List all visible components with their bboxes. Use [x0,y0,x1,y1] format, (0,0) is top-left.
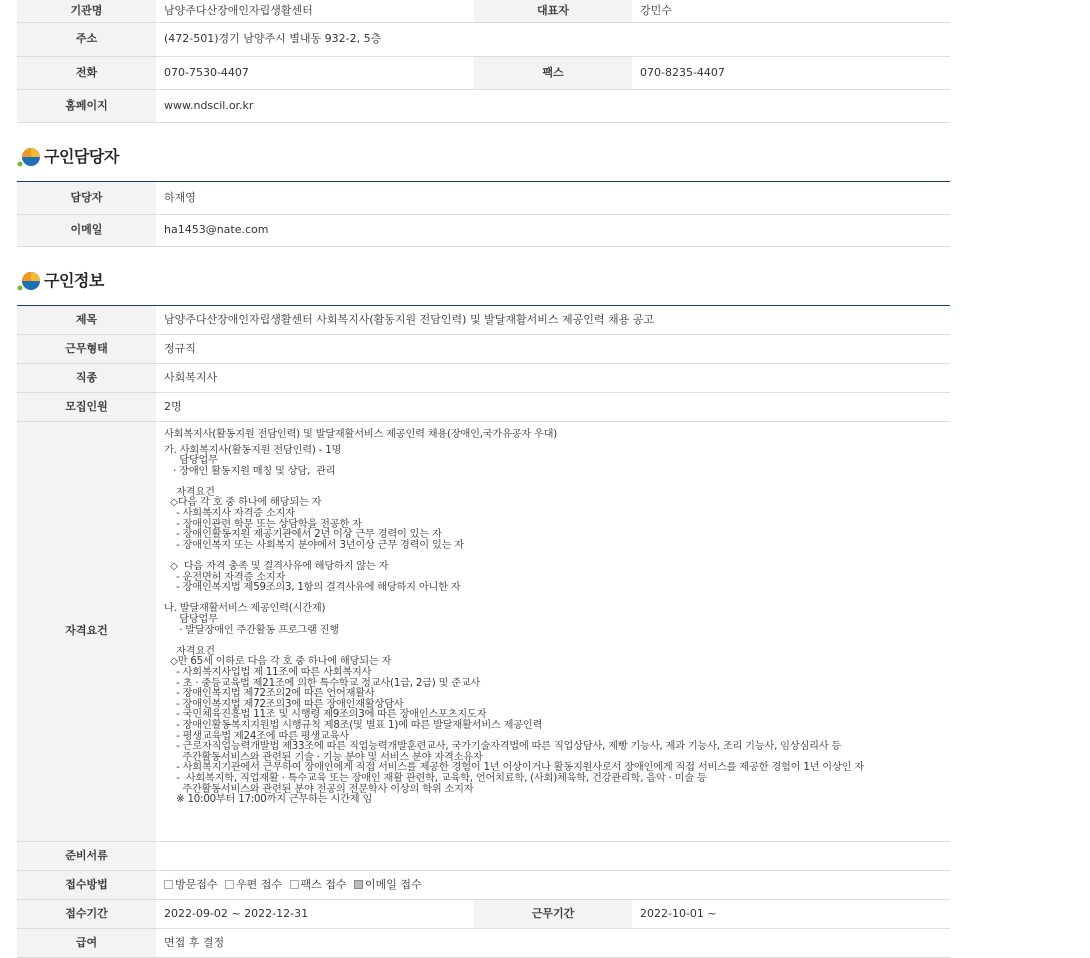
table-row [17,334,950,363]
apply-period: 2022-09-02 ~ 2022-12-31 [156,899,474,928]
table-row [17,899,950,928]
method-checkbox-group [156,870,950,899]
work-period: 2022-10-01 ~ [632,899,950,928]
rep-name: 강민수 [632,0,950,22]
job-detail-page [17,0,950,958]
table-row [17,841,950,870]
category-value: 사회복지사 [156,363,950,392]
recruit-count: 2명 [156,392,950,421]
org-name-label: 기관명 [17,0,156,22]
salary-label: 급여 [17,928,156,957]
job-title-label: 제목 [17,305,156,334]
table-row [17,870,950,899]
table-row [17,214,950,246]
email-value[interactable]: ha1453@nate.com [156,214,950,246]
table-row [17,363,950,392]
table-row [17,0,950,22]
table-row [17,392,950,421]
table-row [17,181,950,214]
job-section-title: 구인정보 [44,270,104,290]
org-name: 남양주다산장애인자립생활센터 [156,0,474,22]
table-row [17,305,950,334]
address-label: 주소 [17,22,156,56]
fax-label: 팩스 [474,56,632,89]
method-mail[interactable]: 우편 접수 [225,878,282,891]
apply-period-label: 접수기간 [17,899,156,928]
qualification-text [156,421,950,841]
qualification-body: 가. 사회복지사(활동지원 전담인력) - 1명 담당업무 · 장애인 활동지원 매칭 및 상담, 관리 자격요건 ◇다음 각 호 중 하나에 해당되는 자 - 사회복지사 자격증 소지자 - 장애인관련 학문 또는 상담학을 전공한 자 - 장애인활동지원 제공기관에서 2년 이상 근무 경력이 있는 자 - 장애인복지 또는 사회복지 분야에서 3년이상 근무 경력이 있는 자 ◇ 다음 자격 충족 및 결격사유에 해당하지 않는 자 - 운전면허 자격증 소지자 - 장애인복지법 제59조의3, 1항의 결격사유에 해당하지 아니한 자 나. 발달재활서비스 제공인력(시간제) 담당업무 · 발달장애인 주간활동 프로그램 진행 자격요건 ◇만 65세 이하로 다음 각 호 중 하나에 해당되는 자 - 사회복지사업법 제 11조에 따른 사회복지사 - 초 · 중등교육법 제21조에 의한 특수학교 정교사(1급, 2급) 및 준교사 - 장애인복지법 제72조의2에 따른 언어재활사 - 장애인복지법 제72조의3에 따른 장애인재활상담사 - 국민체육진흥법 11조 및 시행령 제9조의3에 따른 장애인스포츠지도자 - 장애인활동복지지원법 시행규칙 제8조(및 별표 1)에 따른 발달재활서비스 제공인력 - 평생교육법 제24조에 따른 평생교육사 - 근로자직업능력개발법 제33조에 따른 직업능력개발훈련교사, 국가기술자격법에 따른 직업상담사, 제빵 기능사, 제과 기능사, 조리 기능사, 임상심리사 등 주간활동서비스와 관련된 기술 · 기능 분야 및 서비스 분야 자격소유자 - 사회복지기관에서 근무하여 장애인에게 직접 서비스를 제공한 경험이 1년 이상이거나 활동지원사로서 장애인에게 직접 서비스를 제공한 경험이 1년 이상인 자 - 사회복지학, 직업재활 · 특수교육 또는 장애인 재활 관련학, 교육학, 언어치료학, (사회)체육학, 건강관리학, 음악 · 미술 등 주간활동서비스와 관련된 분야 전공의 전문학사 이상의 학위 소지자 ※ 10:00부터 17:00까지 근무하는 시간제 임 [164,444,864,806]
contact-section-title: 구인담당자 [44,146,119,166]
salary-value: 면접 후 결정 [156,928,950,957]
job-section-header [17,247,950,305]
homepage-label: 홈페이지 [17,89,156,122]
rep-label: 대표자 [474,0,632,22]
job-info-table [17,305,950,958]
fax-value: 070-8235-4407 [632,56,950,89]
address-value: (472-501)경기 남양주시 별내동 932-2, 5층 [156,22,950,56]
email-label: 이메일 [17,214,156,246]
table-row [17,22,950,56]
checkbox-icon [225,880,234,889]
recruit-count-label: 모집인원 [17,392,156,421]
checkbox-checked-icon [354,880,363,889]
job-title: 남양주다산장애인자립생활센터 사회복지사(활동지원 전담인력) 및 발달재활서비스 제공인력 채용 공고 [156,305,950,334]
org-info-table [17,0,950,123]
method-fax[interactable]: 팩스 접수 [290,878,347,891]
homepage-link[interactable]: www.ndscil.or.kr [156,89,950,122]
qualification-heading: 사회복지사(활동지원 전담인력) 및 발달재활서비스 제공인력 채용(장애인,국가유공자 우대) [164,428,558,440]
contact-person: 하재영 [156,181,950,214]
category-label: 직종 [17,363,156,392]
contact-person-label: 담당자 [17,181,156,214]
method-visit[interactable]: 방문접수 [164,878,218,891]
phone-label: 전화 [17,56,156,89]
table-row [17,89,950,122]
checkbox-icon [164,880,173,889]
work-type: 정규직 [156,334,950,363]
qualification-label: 자격요건 [17,421,156,841]
phone-value: 070-7530-4407 [156,56,474,89]
documents-label: 준비서류 [17,841,156,870]
table-row [17,928,950,957]
work-period-label: 근무기간 [474,899,632,928]
table-row [17,56,950,89]
contact-section-header [17,123,950,181]
work-type-label: 근무형태 [17,334,156,363]
documents-value [156,841,950,870]
section-logo-icon [17,269,41,293]
table-row [17,421,950,841]
contact-table [17,181,950,247]
method-label: 접수방법 [17,870,156,899]
method-email[interactable]: 이메일 접수 [354,878,422,891]
section-logo-icon [17,145,41,169]
checkbox-icon [290,880,299,889]
